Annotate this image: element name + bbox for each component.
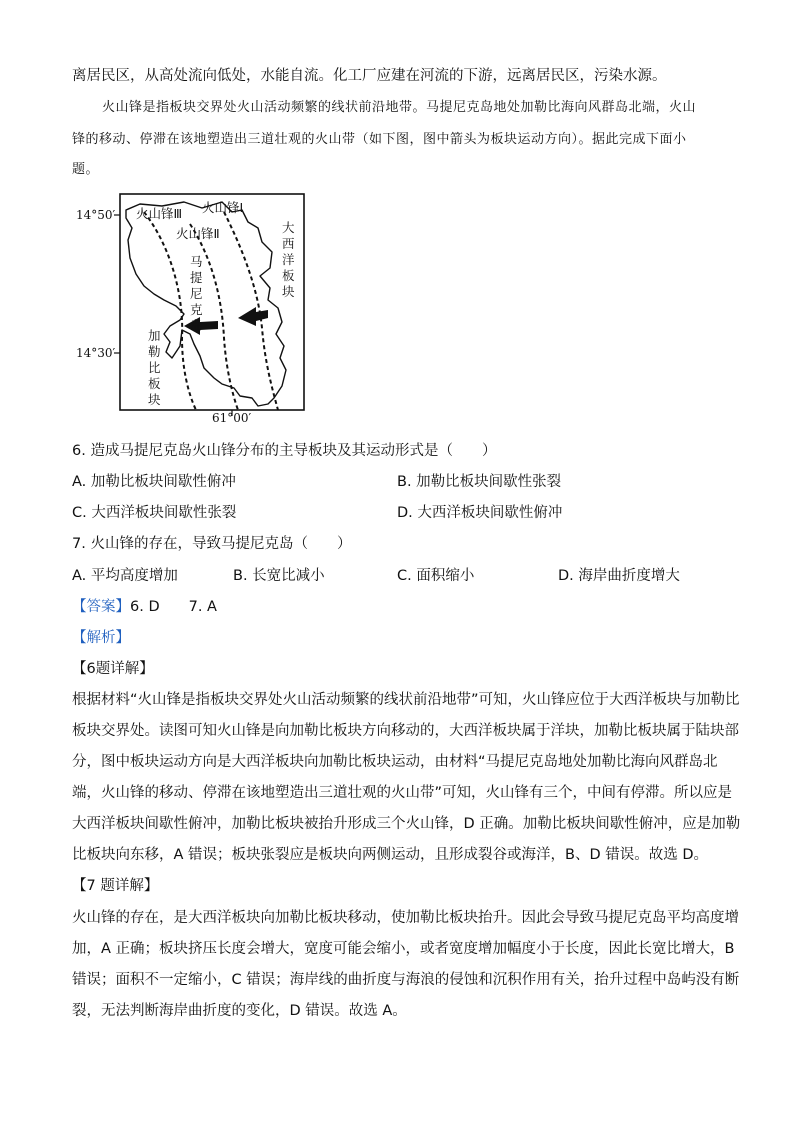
answer-label: 【答案】: [72, 599, 130, 615]
q7-option-a: A. 平均高度增加: [72, 568, 178, 584]
detail6-line-1: 根据材料“火山锋是指板块交界处火山活动频繁的线状前沿地带”可知，火山锋应位于大西洋板块与加勒比: [72, 692, 740, 708]
caribbean-label-2: 勒: [148, 344, 161, 359]
q7-option-d: D. 海岸曲折度增大: [558, 568, 680, 584]
passage-line-1: 火山锋是指板块交界处火山活动频繁的线状前沿地带。马提尼克岛地处加勒比海向风群岛北端，火山: [102, 100, 697, 115]
detail7-line-4: 裂，无法判断海岸曲折度的变化，D 错误。故选 A。: [72, 1003, 407, 1019]
answer-line: [72, 597, 217, 617]
lat-label-top: 14°50′: [76, 208, 116, 222]
volcanic-front-map: [72, 188, 322, 423]
caribbean-label-5: 块: [148, 392, 161, 407]
atlantic-label-5: 块: [282, 284, 295, 299]
detail6-line-2: 板块交界处。读图可知火山锋是向加勒比板块方向移动的，大西洋板块属于洋块，加勒比板块属于陆块部: [72, 723, 739, 739]
island-label-5: 岛: [190, 318, 203, 333]
island-label-2: 提: [190, 270, 203, 285]
island-label-4: 克: [190, 302, 203, 317]
front-2-line: [190, 224, 238, 410]
q6-option-a: A. 加勒比板块间歇性俯冲: [72, 474, 236, 490]
q7-stem: 7. 火山锋的存在，导致马提尼克岛（ ）: [72, 536, 352, 552]
lon-label: 61°00′: [212, 411, 252, 423]
detail7-line-1: 火山锋的存在，是大西洋板块向加勒比板块移动，使加勒比板块抬升。因此会导致马提尼克岛平均高度增: [72, 910, 739, 926]
detail6-line-3: 分，图中板块运动方向是大西洋板块向加勒比板块运动，由材料“马提尼克岛地处加勒比海向风群岛北: [72, 754, 718, 770]
analysis-label: 【解析】: [72, 630, 130, 646]
atlantic-label-1: 大: [282, 220, 295, 235]
passage-line-2: 锋的移动、停滞在该地塑造出三道壮观的火山带（如下图，图中箭头为板块运动方向）。据此完成下面小: [72, 132, 687, 147]
front-2-label: 火山锋Ⅱ: [176, 226, 220, 241]
atlantic-label-4: 板: [282, 268, 295, 283]
q7-option-b: B. 长宽比减小: [233, 568, 325, 584]
front-1-label: 火山锋Ⅰ: [202, 200, 244, 215]
detail7-line-2: 加，A 正确；板块挤压长度会增大，宽度可能会缩小，或者宽度增加幅度小于长度，因此长宽比增大，B: [72, 941, 735, 957]
atlantic-label-2: 西: [282, 236, 295, 251]
atlantic-label-3: 洋: [282, 252, 295, 267]
q6-stem: 6. 造成马提尼克岛火山锋分布的主导板块及其运动形式是（ ）: [72, 443, 497, 459]
front-3-label: 火山锋Ⅲ: [136, 206, 183, 221]
detail7-label: 【7 题详解】: [72, 878, 159, 894]
detail6-label: 【6题详解】: [72, 661, 154, 677]
detail6-line-6: 比板块向东移，A 错误；板块张裂应是板块向两侧运动，且形成裂谷或海洋，B、D 错误。故选 D。: [72, 847, 709, 863]
plate-arrow-middle: [238, 307, 268, 326]
caribbean-label-1: 加: [148, 328, 161, 343]
q6-option-d: D. 大西洋板块间歇性俯冲: [397, 505, 563, 521]
caribbean-label-3: 比: [148, 360, 161, 375]
passage-line-3: 题。: [72, 162, 100, 177]
caribbean-label-4: 板: [148, 376, 161, 391]
detail6-line-5: 大西洋板块间歇性俯冲，加勒比板块被抬升形成三个火山锋，D 正确。加勒比板块间歇性俯冲，应是加勒: [72, 816, 741, 832]
q6-option-c: C. 大西洋板块间歇性张裂: [72, 505, 237, 521]
island-label-3: 尼: [190, 286, 203, 301]
answer-text: 6. D 7. A: [130, 599, 217, 615]
intro-line: 离居民区，从高处流向低处，水能自流。化工厂应建在河流的下游，远离居民区，污染水源。: [72, 68, 667, 84]
detail7-line-3: 错误；面积不一定缩小，C 错误；海岸线的曲折度与海浪的侵蚀和沉积作用有关，抬升过程中岛屿没有断: [72, 972, 740, 988]
q7-option-c: C. 面积缩小: [397, 568, 475, 584]
detail6-line-4: 端，火山锋的移动、停滞在该地塑造出三道壮观的火山带”可知，火山锋有三个，中间有停滞。所以应是: [72, 785, 733, 801]
q6-option-b: B. 加勒比板块间歇性张裂: [397, 474, 562, 490]
lat-label-bottom: 14°30′: [76, 346, 116, 360]
island-label-1: 马: [190, 254, 203, 269]
